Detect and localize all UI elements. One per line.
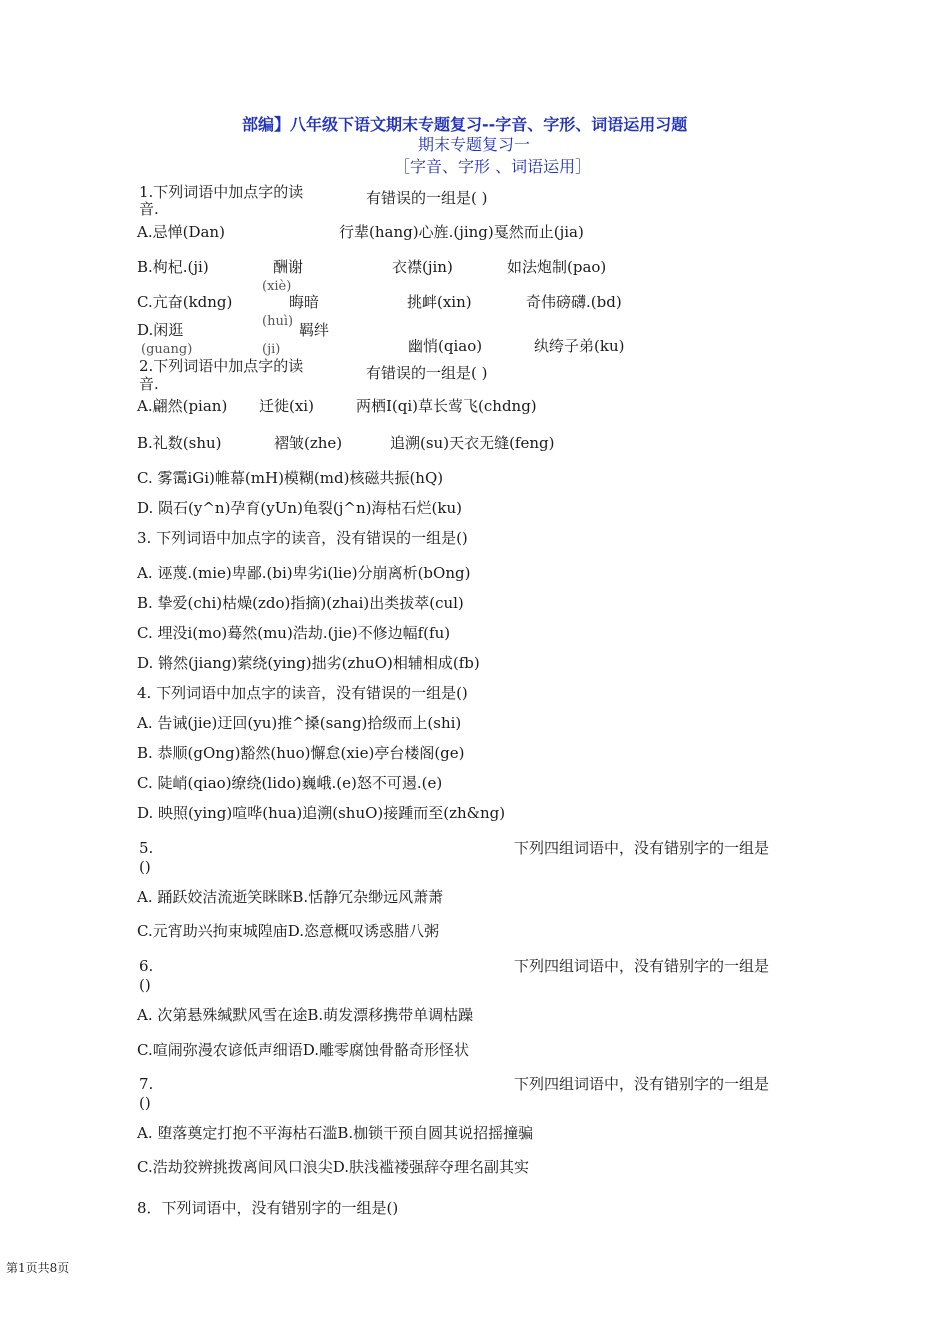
q1-option-a-label: A.忌惮(Dan): [137, 223, 225, 241]
q1-option-d-word1-pinyin: (ji): [262, 342, 281, 357]
q1-option-a-rest: 行辈(hang)心旌.(jing)戛然而止(jia): [339, 223, 584, 241]
q7-stem: 下列四组词语中，没有错别字的一组是: [514, 1075, 770, 1093]
q7-answer-paren: (): [139, 1094, 151, 1112]
q2-option-b-label: B.礼数(shu): [137, 434, 222, 452]
q1-option-d-label-pinyin: (guang): [141, 342, 193, 357]
q3-stem: 3. 下列词语中加点字的读音，没有错误的一组是(): [137, 529, 468, 547]
q5-stem: 下列四组词语中，没有错别字的一组是: [514, 839, 770, 857]
q1-option-d-word3: 纨绔子弟(ku): [534, 337, 625, 355]
q1-option-c-word1: 晦暗: [289, 293, 320, 311]
q6-options-ab: A. 次第悬殊缄默风雪在途B.萌发漂移携带单调枯躁: [137, 1006, 474, 1024]
q2-option-b-word1: 褶皱(zhe): [274, 434, 343, 452]
q1-option-b-word1-pinyin: (xiè): [262, 279, 292, 294]
q1-option-c-word3: 奇伟磅礴.(bd): [526, 293, 622, 311]
q4-option-b: B. 恭顺(gOng)豁然(huo)懈怠(xie)亭台楼阁(ge): [137, 744, 465, 762]
q1-option-d-word1: 羁绊: [299, 321, 330, 339]
q7-number: 7.: [139, 1075, 154, 1093]
document-title: 部编】八年级下语文期末专题复习--字音、字形、词语运用习题: [242, 115, 688, 134]
q2-option-b-word2: 追溯(su)天衣无缝(feng): [390, 434, 555, 452]
document-subtitle: 期末专题复习一: [418, 135, 531, 154]
q6-number: 6.: [139, 957, 154, 975]
q1-option-c-word1-pinyin: (huì): [262, 314, 294, 329]
q1-option-d-word2: 幽悄(qiao): [408, 337, 483, 355]
q4-option-d: D. 映照(ying)喧哗(hua)追溯(shuO)接踵而至(zh&ng): [137, 804, 506, 822]
q2-stem: 2.下列词语中加点字的读: [139, 357, 304, 375]
q7-options-cd: C.浩劫狡辨挑拨离间风口浪尖D.肤浅褴褛强辞夺理名副其实: [137, 1158, 529, 1176]
q3-option-b: B. 挚爱(chi)枯燥(zdo)指摘)(zhai)出类拔萃(cul): [137, 594, 464, 612]
section-heading: ［字音、字形 、词语运用］: [394, 157, 592, 176]
q5-answer-paren: (): [139, 858, 151, 876]
q1-stem-end: 有错误的一组是( ): [366, 189, 488, 207]
page-number: 第1页共8页: [6, 1261, 70, 1275]
q3-option-c: C. 埋没i(mo)蓦然(mu)浩劫.(jie)不修边幅f(fu): [137, 624, 451, 642]
q4-stem: 4. 下列词语中加点字的读音，没有错误的一组是(): [137, 684, 468, 702]
q1-option-d-label: D.闲逛: [137, 321, 184, 339]
q1-option-b-word3: 如法炮制(pao): [507, 258, 607, 276]
q2-stem-cont: 音.: [139, 375, 159, 393]
q1-option-c-label: C.亢奋(kdng): [137, 293, 233, 311]
q5-number: 5.: [139, 839, 154, 857]
q4-option-a: A. 告诫(jie)迂回(yu)推^搡(sang)拾级而上(shi): [137, 714, 462, 732]
q1-stem: 1.下列词语中加点字的读: [139, 183, 304, 201]
q2-option-c: C. 雾霭iGi)帷幕(mH)模糊(md)核磁共振(hQ): [137, 469, 444, 487]
q1-option-b-word1: 酬谢: [273, 258, 304, 276]
q1-option-b-word2: 衣襟(jin): [392, 258, 453, 276]
q2-option-a-word1: 迁徙(xi): [259, 397, 314, 415]
q6-answer-paren: (): [139, 976, 151, 994]
q2-option-d: D. 陨石(y^n)孕育(yUn)龟裂(j^n)海枯石烂(ku): [137, 499, 462, 517]
q5-options-ab: A. 踊跃姣洁流逝笑眯眯B.恬静冗杂缈远风萧萧: [137, 888, 444, 906]
q1-option-c-word2: 挑衅(xin): [407, 293, 472, 311]
q2-option-a-label: A.翩然(pian): [137, 397, 228, 415]
q4-option-c: C. 陡峭(qiao)缭绕(lido)巍峨.(e)怒不可遏.(e): [137, 774, 443, 792]
q6-stem: 下列四组词语中，没有错别字的一组是: [514, 957, 770, 975]
q1-stem-cont: 音.: [139, 200, 159, 218]
q8-stem: 8．下列词语中，没有错别字的一组是(): [137, 1199, 399, 1217]
q3-option-a: A. 诬蔑.(mie)卑鄙.(bi)卑劣i(lie)分崩离析(bOng): [137, 564, 471, 582]
q7-options-ab: A. 堕落奠定打抱不平海枯石滥B.枷锁干预自圆其说招摇撞骗: [137, 1124, 534, 1142]
q2-stem-end: 有错误的一组是( ): [366, 364, 488, 382]
q2-option-a-word2: 两栖I(qi)草长莺飞(chdng): [356, 397, 537, 415]
q1-option-b-label: B.枸杞.(ji): [137, 258, 209, 276]
q3-option-d: D. 锵然(jiang)萦绕(ying)拙劣(zhuO)相辅相成(fb): [137, 654, 480, 672]
q6-options-cd: C.喧闹弥漫农谚低声细语D.雕零腐蚀骨骼奇形怪状: [137, 1041, 469, 1059]
q5-options-cd: C.元宵助兴拘束城隍庙D.恣意概叹诱惑腊八粥: [137, 922, 439, 940]
